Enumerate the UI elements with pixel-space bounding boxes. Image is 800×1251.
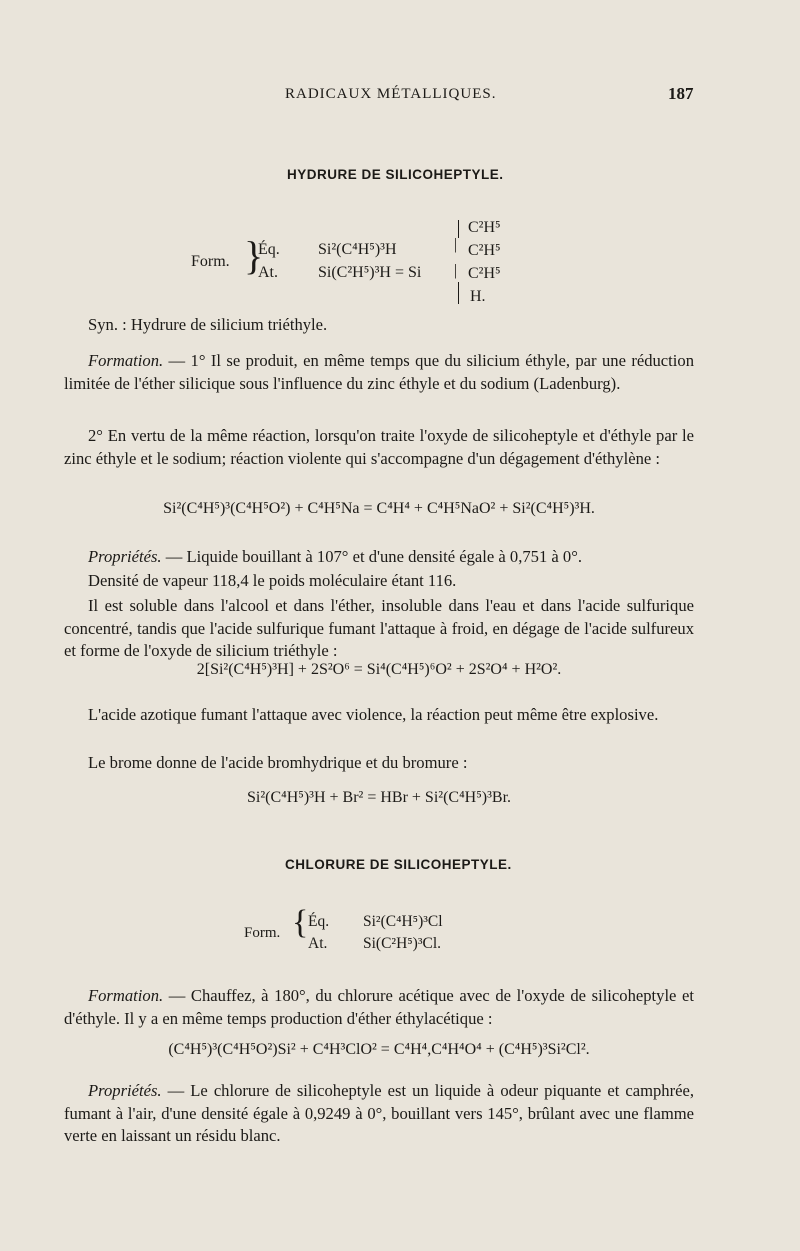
formation-label: Formation. xyxy=(88,351,164,370)
equation-1: Si²(C⁴H⁵)³(C⁴H⁵O²) + C⁴H⁵Na = C⁴H⁴ + C⁴H⁵NaO² + Si²(C⁴H⁵)³H. xyxy=(163,500,595,517)
equation-2: 2[Si²(C⁴H⁵)³H] + 2S²O⁶ = Si⁴(C⁴H⁵)⁶O² + 2S²O⁴ + H²O². xyxy=(196,661,562,678)
form-label-2: Form. xyxy=(244,925,281,941)
at-label: At. xyxy=(258,264,278,281)
equation-chlorure: (C⁴H⁵)³(C⁴H⁵O²)Si² + C⁴H³ClO² = C⁴H⁴,C⁴H⁴O⁴ + (C⁴H⁵)³Si²Cl². xyxy=(168,1041,590,1058)
at-label-2: At. xyxy=(308,935,328,952)
eq-formula: Si²(C⁴H⁵)³H xyxy=(318,241,397,258)
properties-paragraph-2: Densité de vapeur 118,4 le poids moléculaire étant 116. xyxy=(88,571,457,590)
equation-3: Si²(C⁴H⁵)³H + Br² = HBr + Si²(C⁴H⁵)³Br. xyxy=(246,789,512,806)
left-brace: } xyxy=(244,233,264,278)
formation-paragraph-1 xyxy=(64,350,694,395)
eq-formula-2: Si²(C⁴H⁵)³Cl xyxy=(363,913,443,930)
properties-paragraph-5: Le brome donne de l'acide bromhydrique et du bromure : xyxy=(88,753,468,772)
radical-bracket-mid-1: | xyxy=(454,236,458,253)
radical-2: C²H⁵ xyxy=(468,242,501,259)
radical-4: H. xyxy=(470,288,486,305)
properties-paragraph-chlorure xyxy=(64,1080,694,1148)
radical-bracket-bottom xyxy=(458,282,459,304)
section-title-hydrure: HYDRURE DE SILICOHEPTYLE. xyxy=(287,167,504,182)
formation-paragraph-2: 2° En vertu de la même réaction, lorsqu'on traite l'oxyde de silicoheptyle et d'éthyle par le zinc éthyle et le sodium; réaction violente qui s'accompagne d'un dégagement d'éthylène : xyxy=(64,426,694,468)
formation-text-chlorure: — Chauffez, à 180°, du chlorure acétique avec de l'oxyde de silicoheptyle et d'éthyle. Il y a en même temps production d'éther éthylacétique : xyxy=(64,986,694,1028)
properties-label-2: Propriétés. xyxy=(88,1081,162,1100)
properties-text-chlorure: — Le chlorure de silicoheptyle est un liquide à odeur piquante et camphrée, fumant à l'air, d'une densité égale à 0,9249 à 0°, bouillant vers 145°, brûlant avec une flamme verte en laissant un résidu blanc. xyxy=(64,1081,694,1146)
properties-paragraph-1 xyxy=(64,546,694,569)
properties-paragraph-3: Il est soluble dans l'alcool et dans l'éther, insoluble dans l'eau et dans l'acide sulfurique concentré, tandis que l'acide sulfurique fumant l'attaque à froid, en dégage de l'acide sulfureux et forme de l'oxyde de silicium triéthyle : xyxy=(64,596,694,661)
synonym-line: Syn. : Hydrure de silicium triéthyle. xyxy=(88,315,328,334)
radical-bracket-mid-2: | xyxy=(454,262,458,279)
running-title: RADICAUX MÉTALLIQUES. xyxy=(285,86,497,102)
left-brace-2: { xyxy=(292,904,309,941)
formation-paragraph-chlorure xyxy=(64,985,694,1030)
formation-text-1: — 1° Il se produit, en même temps que du silicium éthyle, par une réduction limitée de l'éther silicique sous l'influence du zinc éthyle et du sodium (Ladenburg). xyxy=(64,351,694,393)
properties-text-1: — Liquide bouillant à 107° et d'une densité égale à 0,751 à 0°. xyxy=(161,547,582,566)
radical-3: C²H⁵ xyxy=(468,265,501,282)
radical-bracket-top xyxy=(458,220,459,238)
section-title-chlorure: CHLORURE DE SILICOHEPTYLE. xyxy=(285,857,512,872)
eq-label-2: Éq. xyxy=(308,913,330,930)
properties-label: Propriétés. xyxy=(88,547,162,566)
formation-label-2: Formation. xyxy=(88,986,164,1005)
page-header xyxy=(0,86,800,110)
at-formula: Si(C²H⁵)³H = Si xyxy=(318,264,422,281)
properties-paragraph-4: L'acide azotique fumant l'attaque avec violence, la réaction peut même être explosive. xyxy=(88,705,659,724)
page-number: 187 xyxy=(668,84,694,103)
form-label: Form. xyxy=(191,253,230,270)
at-formula-2: Si(C²H⁵)³Cl. xyxy=(363,935,441,952)
eq-label: Éq. xyxy=(258,241,280,258)
radical-1: C²H⁵ xyxy=(468,219,501,236)
